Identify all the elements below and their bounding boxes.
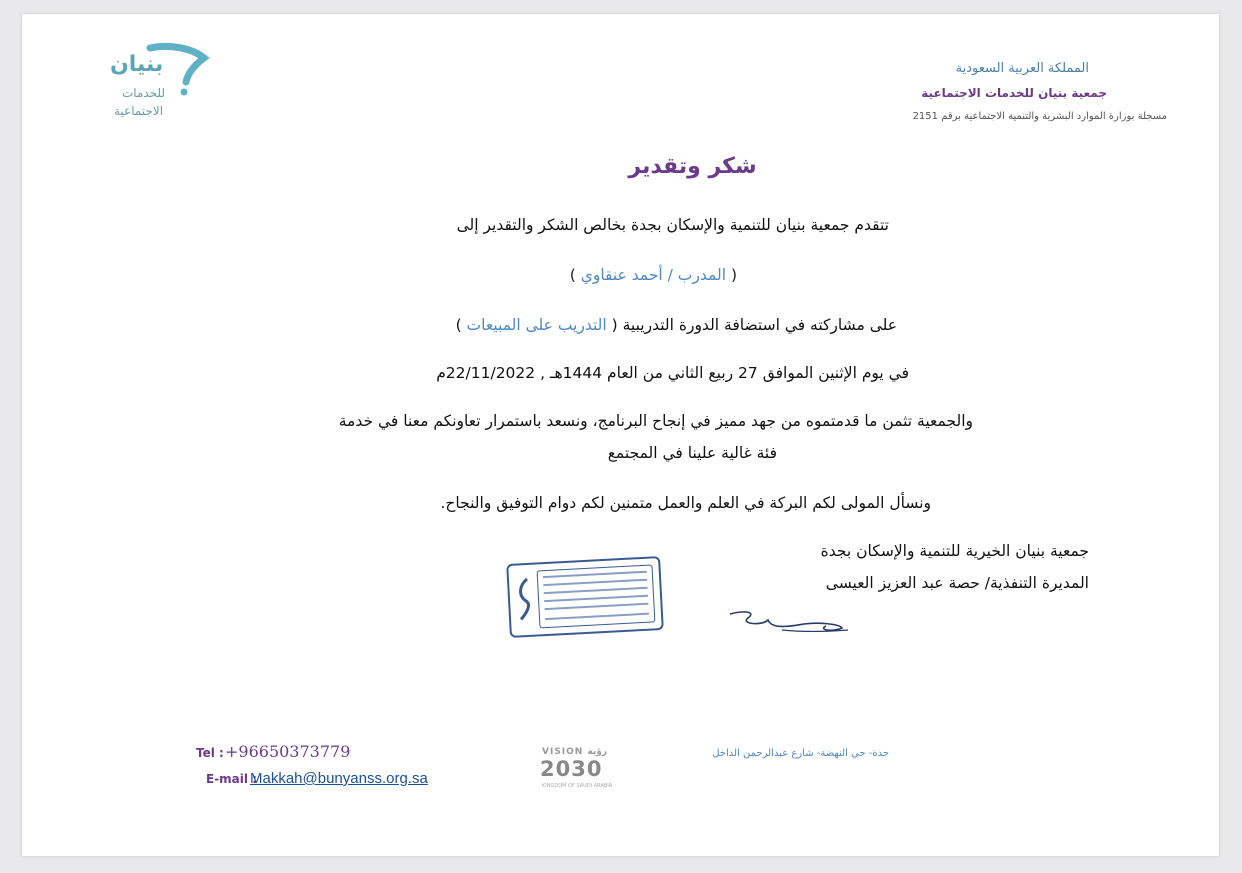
- tel-label: Tel :: [196, 746, 224, 760]
- date-line: في يوم الإثنين الموافق 27 ربيع الثاني من العام 1444هـ , 22/11/2022م: [436, 364, 909, 382]
- recipient-open: (: [726, 266, 737, 284]
- signer-director: المديرة التنفذية/ حصة عبد العزيز العيسى: [825, 574, 1089, 592]
- page-title: شكر وتقدير: [628, 154, 757, 179]
- course-line: [456, 316, 897, 334]
- body-line-1: تتقدم جمعية بنيان للتنمية والإسكان بجدة بخالص الشكر والتقدير إلى: [456, 216, 889, 234]
- recipient-line: [570, 266, 737, 284]
- tel-number[interactable]: +96650373779: [225, 742, 351, 761]
- header-country: المملكة العربية السعودية: [955, 61, 1089, 76]
- course-suffix: ): [455, 316, 467, 334]
- body-line-5: والجمعية تثمن ما قدمتموه من جهد مميز في إنجاح البرنامج، ونسعد باستمرار تعاونكم معنا في خدمة: [338, 412, 973, 430]
- vision-bottom-text: KINGDOM OF SAUDI ARABIA: [542, 783, 613, 789]
- address: جدة- حي النهضة- شارع عبدالرحمن الداخل: [712, 748, 889, 759]
- header-registration: مسجلة بوزارة الموارد البشرية والتنمية الاجتماعية برقم 2151: [912, 111, 1167, 122]
- body-line-6: فئة غالية علينا في المجتمع: [607, 444, 777, 462]
- body-line-7: ونسأل المولى لكم البركة في العلم والعمل متمنين لكم دوام التوفيق والنجاح.: [440, 494, 931, 512]
- vision-2030-logo: [538, 747, 624, 793]
- recipient-close: ): [569, 266, 581, 284]
- course-prefix: على مشاركته في استضافة الدورة التدريبية (: [606, 316, 897, 334]
- official-stamp-icon: [506, 556, 664, 638]
- logo-subtitle-1: للخدمات: [122, 86, 166, 100]
- header-org: جمعية بنيان للخدمات الاجتماعية: [921, 86, 1107, 100]
- stamp-logo-icon: [513, 574, 540, 625]
- logo-subtitle-2: الاجتماعية: [114, 104, 164, 118]
- certificate-page: [22, 14, 1219, 856]
- email-link[interactable]: Makkah@bunyanss.org.sa: [250, 770, 428, 787]
- vision-number: 2030: [540, 757, 603, 781]
- course-name: التدريب على المبيعات: [466, 316, 607, 334]
- vision-top-text: VISION رؤية: [542, 747, 608, 757]
- recipient-name: المدرب / أحمد عنقاوي: [580, 266, 727, 284]
- email-label: E-mail :: [206, 772, 257, 786]
- handwritten-signature-icon: [722, 604, 852, 644]
- signer-org: جمعية بنيان الخيرية للتنمية والإسكان بجدة: [820, 542, 1089, 560]
- logo-word: بنيان: [110, 52, 164, 77]
